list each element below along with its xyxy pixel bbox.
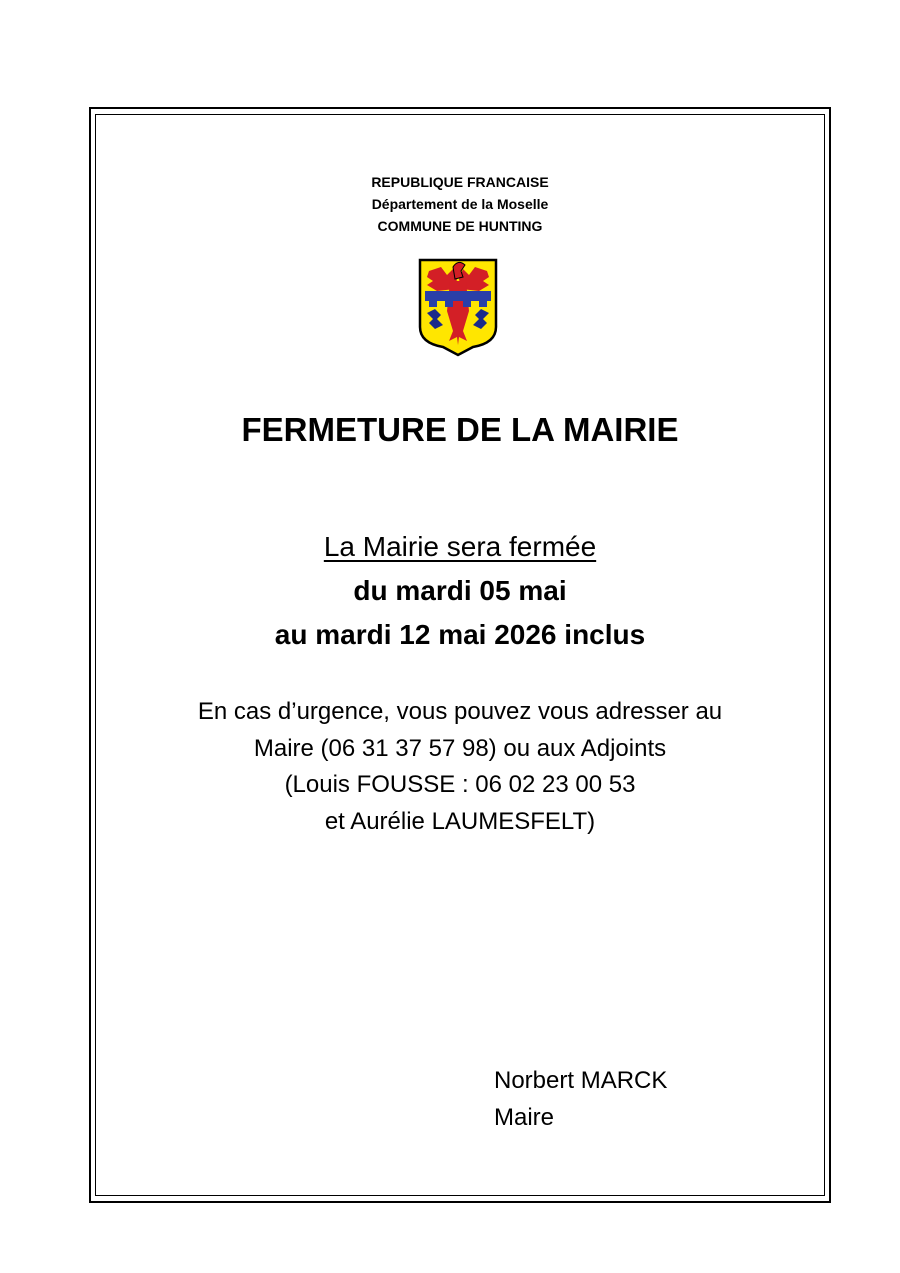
signature-block	[494, 1063, 667, 1136]
signatory-role: Maire	[494, 1103, 555, 1131]
closure-intro: La Mairie sera fermée	[323, 531, 597, 562]
issuer-header	[0, 171, 900, 237]
emergency-line-2: Maire (06 31 37 57 98) ou aux Adjoints	[253, 734, 667, 762]
emergency-contact	[0, 694, 900, 840]
closure-notice	[0, 525, 900, 657]
closure-start-date: du mardi 05 mai	[353, 575, 567, 606]
coat-of-arms-icon	[417, 257, 499, 357]
emergency-line-4: et Aurélie LAUMESFELT)	[324, 807, 596, 835]
page-title: FERMETURE DE LA MAIRIE	[241, 411, 679, 448]
signatory-name: Norbert MARCK	[494, 1067, 668, 1094]
closure-end-date: au mardi 12 mai 2026 inclus	[274, 619, 646, 650]
header-republic: REPUBLIQUE FRANCAISE	[371, 174, 549, 190]
header-commune: COMMUNE DE HUNTING	[377, 218, 543, 234]
emergency-line-1: En cas d’urgence, vous pouvez vous adresser au	[197, 698, 723, 725]
emergency-line-3: (Louis FOUSSE : 06 02 23 00 53	[284, 771, 636, 798]
header-department: Département de la Moselle	[371, 196, 549, 212]
